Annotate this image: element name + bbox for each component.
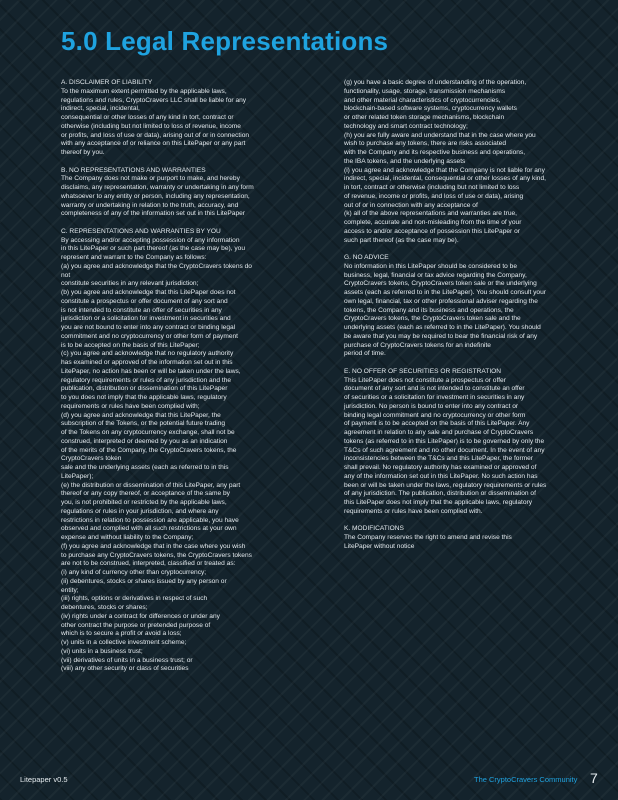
text-line: in this LitePaper or such part thereof (as the case may be), you [61,245,245,253]
legal-section [61,228,286,674]
text-line: debentures, stocks or shares; [61,604,148,611]
text-line: CryptoCravers tokens, the CryptoCravers token sale and the [344,315,521,323]
text-line: (vi) units in a business trust; [61,647,143,655]
text-line: (k) all of the above representations and warranties are true, [344,210,517,218]
text-line: constitute securities in any relevant jurisdiction; [61,280,199,288]
text-line: with the Company and its respective business and operations, [344,149,526,156]
text-line: of securities or a solicitation for investment in securities in any [344,394,525,401]
text-line: restrictions in relation to possession are applicable, you have [61,516,239,524]
text-line: regulations or rules in your jurisdiction, and where any [61,507,219,515]
text-line: shall prevail. No regulatory authority has examined or approved of [344,464,537,471]
text-line: (a) you agree and acknowledge that the CryptoCravers tokens do [61,262,252,270]
section-heading: K. MODIFICATIONS [344,525,404,533]
text-line: tokens (as referred to in this LitePaper) is to be governed by only the [344,437,545,445]
text-line: requirements or rules have been complied with; [61,402,200,410]
text-line: (vii) derivatives of units in a business trust; or [61,656,193,664]
text-line: otherwise (including but not limited to loss of revenue, income [61,122,241,130]
text-line: By accessing and/or accepting possession of any information [61,236,240,244]
text-line: is not intended to constitute an offer of securities in any [61,306,222,314]
text-line: (iii) rights, options or derivatives in respect of such [61,595,208,603]
text-line: purchase of CryptoCravers tokens for an indefinite [344,341,491,349]
text-line: which is to secure a profit or avoid a loss; [61,630,182,638]
text-line: sale and the underlying assets (each as referred to in this [61,464,229,471]
text-line: any of the information set out in this LitePaper. No such action has [344,472,538,480]
text-line: T&Cs of such agreement and no other document. In the event of any [344,446,545,454]
text-line: constitute a prospectus or offer document of any sort and [61,297,228,305]
legal-section [61,167,286,220]
section-heading: E. NO OFFER OF SECURITIES OR REGISTRATION [344,367,502,375]
text-line: expense and without liability to the Company; [61,534,194,541]
text-line: warranty or undertaking in relation to the truth, accuracy, and [61,201,239,209]
section-heading: C. REPRESENTATIONS AND WARRANTIES BY YOU [61,227,221,235]
text-line: the IBA tokens, and the underlying assets [344,157,466,165]
text-line: indirect, special, incidental, consequential or other losses of any kind, [344,175,546,183]
text-line: regulatory requirements or rules of any jurisdiction and the [61,376,232,384]
text-line: consequential or other losses of any kind in tort, contract or [61,114,234,121]
text-line: entity; [61,586,79,594]
text-line: of payment is to be accepted on the basis of this LitePaper. Any [344,420,530,428]
text-line: LitePaper without notice [344,542,415,550]
legal-section [344,254,569,359]
text-line: LitePaper); [61,472,94,480]
text-line: access to and/or acceptance of possession this LitePaper or [344,227,520,235]
text-line: observed and complied with all such restrictions at your own [61,525,237,533]
text-line: commitment and no cryptocurrency or other form of payment [61,332,239,340]
text-line: (e) the distribution or dissemination of this LitePaper, any part [61,481,241,489]
text-line: regulations and rules, CryptoCravers LLC shall be liable for any [61,96,247,104]
section-heading: G. NO ADVICE [344,254,389,261]
text-line: business, legal, financial or tax advice regarding the Company, [344,271,527,279]
text-line: of revenue, income or profits, and loss of use or data), arising [344,192,524,200]
text-line: The Company does not make or purport to make, and hereby [61,175,240,183]
text-line: of the merits of the Company, the CryptoCravers tokens, the [61,446,237,454]
text-line: indirect, special, incidental, [61,105,140,113]
text-line: assets (each as referred to in the LitePaper). You should consult your [344,289,546,296]
text-line: binding legal commitment and no cryptocurrency or other form [344,411,526,419]
text-line: To the maximum extent permitted by the applicable laws, [61,87,227,95]
text-line: represent and warrant to the Company as follows: [61,254,207,261]
text-line: jurisdiction. No person is bound to enter into any contract or [344,402,519,410]
text-line: or profits, and loss of use or data), arising out of or in connection [61,131,250,139]
text-line: (b) you agree and acknowledge that this LitePaper does not [61,289,236,296]
section-heading: A. DISCLAIMER OF LIABILITY [61,79,153,86]
legal-section [344,368,569,517]
text-line: agreement in relation to any sale and purchase of CryptoCravers [344,429,534,436]
text-line: (c) you agree and acknowledge that no regulatory authority [61,350,234,358]
text-line: document of any sort and is not intended to constitute an offer [344,385,525,393]
text-line: to you does not imply that the applicable laws, regulatory [61,394,227,401]
text-line: are not to be construed, interpreted, classified or treated as: [61,560,236,568]
text-line: CryptoCravers token [61,455,122,463]
text-line: publication, distribution or dissemination of this LitePaper [61,385,228,393]
section-heading: (g) you have a basic degree of understanding of the operation, [344,79,527,86]
text-line: you, is not prohibited or restricted by the applicable laws, [61,499,227,506]
text-line: or other related token storage mechanisms, blockchain [344,114,505,121]
text-line: subscription of the Tokens, or the potential future trading [61,420,226,428]
left-column [61,79,286,683]
text-line: tokens, the Company and its business and operations, the [344,306,514,314]
text-line: LitePaper, no action has been or will be taken under the laws, [61,367,241,375]
text-line: (d) you agree and acknowledge that this LitePaper, the [61,411,221,419]
text-line: is to be accepted on the basis of this LitePaper; [61,341,200,349]
text-line: inconsistencies between the T&Cs and this LitePaper, the former [344,455,534,463]
text-line: period of time. [344,350,386,358]
text-line: construed, interpreted or deemed by you as an indication [61,437,228,445]
text-line: been or will be taken under the laws, regulatory requirements or rules [344,481,547,489]
text-line: underlying assets (each as referred to in the LitePaper). You should [344,324,541,331]
text-line: out of or in connection with any acceptance of [344,201,478,209]
text-line: (v) units in a collective investment scheme; [61,639,187,646]
text-line: own legal, financial, tax or other professional adviser regarding the [344,297,538,305]
text-line: this LitePaper does not imply that the applicable laws, regulatory [344,499,533,506]
text-line: disclaims, any representation, warranty or undertaking in any form [61,184,254,191]
footer-community: The CryptoCravers Community [474,775,578,784]
text-line: (i) any kind of currency other than cryptocurrency; [61,569,207,576]
text-line: other contract the purpose or pretended purpose of [61,621,211,629]
text-line: The Company reserves the right to amend and revise this [344,534,512,541]
section-heading: B. NO REPRESENTATIONS AND WARRANTIES [61,166,206,174]
text-line: has examined or approved of the information set out in this [61,359,233,366]
text-line: (viii) any other security or class of securities [61,665,189,673]
text-line: and other material characteristics of cryptocurrencies, [344,96,501,104]
text-line: jurisdiction or a solicitation for investment in securities and [61,315,231,323]
page-title: 5.0 Legal Representations [61,26,389,56]
legal-section [344,525,569,551]
text-line: This LitePaper does not constitute a prospectus or offer [344,376,506,384]
page-number: 7 [590,770,598,786]
text-line: you are not bound to enter into any contract or binding legal [61,324,236,331]
text-line: whatsoever to any entity or person, including any representation, [61,192,250,200]
text-line: requirements or rules have been complied with. [344,507,483,515]
text-line: (iv) rights under a contract for differences or under any [61,612,220,620]
text-line: with any acceptance of or reliance on this LitePaper or any part [61,140,246,148]
text-line: to purchase any CryptoCravers tokens, the CryptoCravers tokens [61,551,252,559]
text-line: of the Tokens on any cryptocurrency exchange, shall not be [61,429,235,436]
text-line: wish to purchase any tokens, there are risks associated [344,140,506,148]
text-line: thereof or any copy thereof, or acceptance of the same by [61,490,230,498]
text-line: of any jurisdiction. The publication, distribution or dissemination of [344,490,536,498]
text-line: complete, accurate and non-misleading from the time of your [344,219,522,226]
text-line: functionality, usage, storage, transmission mechanisms [344,87,506,95]
text-line: CryptoCravers tokens, CryptoCravers token sale or the underlying [344,280,537,288]
legal-section [61,79,286,158]
text-line: in tort, contract or otherwise (including but not limited to loss [344,184,520,191]
text-line: such part thereof (as the case may be). [344,236,459,244]
text-line: completeness of any of the information set out in this LitePaper [61,210,245,218]
text-line: be aware that you may be required to bear the financial risk of any [344,332,538,340]
text-line: not [61,271,71,279]
text-line: technology and smart contract technology; [344,122,468,130]
legal-section [344,79,569,245]
right-column [344,79,569,560]
footer-version: Litepaper v0.5 [20,775,68,784]
text-line: (i) you agree and acknowledge that the Company is not liable for any [344,166,545,174]
text-line: (f) you agree and acknowledge that in the case where you wish [61,542,246,550]
text-line: thereof by you. [61,149,105,156]
text-line: blockchain-based software systems, cryptocurrency wallets [344,105,517,113]
text-line: (h) you are fully aware and understand that in the case where you [344,131,536,139]
text-line: No information in this LitePaper should be considered to be [344,262,518,270]
text-line: (ii) debentures, stocks or shares issued by any person or [61,577,227,585]
